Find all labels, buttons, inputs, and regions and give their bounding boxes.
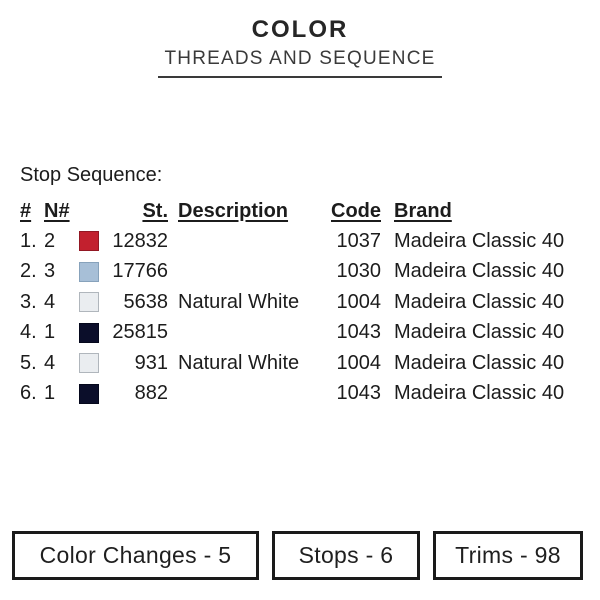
row-number-cell: 1. — [20, 229, 37, 252]
needle-cell: 3 — [44, 260, 56, 283]
needle-cell: 4 — [44, 290, 56, 313]
brand-cell: Madeira Classic 40 — [394, 351, 565, 374]
table-row — [20, 318, 582, 349]
table-body — [20, 226, 582, 409]
code-cell: 1043 — [336, 382, 381, 405]
page-title: COLOR — [251, 16, 349, 43]
stitch-count-cell: 931 — [134, 351, 168, 374]
swatch-cell — [79, 262, 103, 282]
table-header-row — [20, 197, 582, 226]
thread-color-swatch — [79, 353, 99, 373]
column-header-brand: Brand — [394, 200, 452, 222]
swatch-cell — [79, 292, 103, 312]
row-number-cell: 3. — [20, 290, 37, 313]
row-number-cell: 5. — [20, 351, 37, 374]
needle-cell: 2 — [44, 229, 56, 252]
brand-cell: Madeira Classic 40 — [394, 260, 565, 283]
color-changes-box: Color Changes - 5 — [12, 531, 259, 580]
stops-box: Stops - 6 — [272, 531, 420, 580]
column-header-stitches: St. — [142, 200, 168, 222]
swatch-cell — [79, 231, 103, 251]
code-cell: 1037 — [336, 229, 381, 252]
code-cell: 1043 — [336, 321, 381, 344]
column-header-number: # — [20, 200, 32, 222]
table-row — [20, 287, 582, 318]
description-cell: Natural White — [178, 290, 300, 313]
thread-color-swatch — [79, 292, 99, 312]
page-subtitle-underline — [158, 48, 441, 78]
row-number-cell: 4. — [20, 321, 37, 344]
swatch-cell — [79, 353, 103, 373]
description-cell: Natural White — [178, 351, 300, 374]
summary-footer — [0, 531, 600, 581]
page-subtitle: THREADS AND SEQUENCE — [164, 48, 436, 69]
column-header-description: Description — [178, 200, 289, 222]
table-row — [20, 379, 582, 410]
column-header-code: Code — [331, 200, 381, 222]
swatch-cell — [79, 323, 103, 343]
stitch-count-cell: 17766 — [112, 260, 168, 283]
code-cell: 1004 — [336, 351, 381, 374]
code-cell: 1030 — [336, 260, 381, 283]
thread-sequence-table — [20, 197, 582, 409]
needle-cell: 1 — [44, 321, 56, 344]
thread-color-swatch — [79, 384, 99, 404]
needle-cell: 4 — [44, 351, 56, 374]
table-row — [20, 257, 582, 288]
swatch-cell — [79, 384, 103, 404]
code-cell: 1004 — [336, 290, 381, 313]
row-number-cell: 6. — [20, 382, 37, 405]
brand-cell: Madeira Classic 40 — [394, 321, 565, 344]
brand-cell: Madeira Classic 40 — [394, 229, 565, 252]
stop-sequence-label: Stop Sequence: — [20, 164, 163, 186]
stitch-count-cell: 5638 — [123, 290, 168, 313]
trims-box: Trims - 98 — [433, 531, 583, 580]
document-header — [0, 16, 600, 78]
thread-color-swatch — [79, 323, 99, 343]
needle-cell: 1 — [44, 382, 56, 405]
stitch-count-cell: 882 — [134, 382, 168, 405]
brand-cell: Madeira Classic 40 — [394, 382, 565, 405]
stitch-count-cell: 12832 — [112, 229, 168, 252]
thread-color-swatch — [79, 262, 99, 282]
table-row — [20, 348, 582, 379]
row-number-cell: 2. — [20, 260, 37, 283]
thread-color-swatch — [79, 231, 99, 251]
brand-cell: Madeira Classic 40 — [394, 290, 565, 313]
column-header-needle: N# — [44, 200, 70, 222]
table-row — [20, 226, 582, 257]
stitch-count-cell: 25815 — [112, 321, 168, 344]
